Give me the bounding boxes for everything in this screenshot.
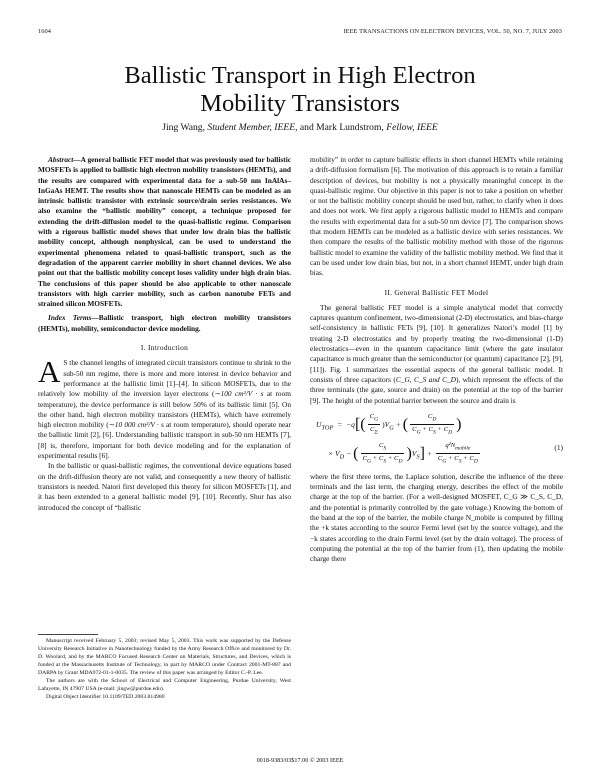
section-2-paragraph-1 <box>310 303 563 406</box>
mobility-value-2: ∼10 000 cm²/V · s <box>108 420 164 430</box>
s2-p1-part-b: ), which represent the effects of the three terminals (the gate, source and drain) on the potential at the top of the barrier [9]. The height of the potential barrier between the source and drain is <box>310 374 564 405</box>
section-2-paragraph-2: where the first three terms, the Laplace solution, describe the influence of the three terminals and the last term, the charging energy, describes the effect of the mobile charge at the top of the barrier. (For a well-designed MOSFET, C_G ≫ C_S, C_D, and the potential is primarily controlled by the gate voltage.) Knowing the bottom of the band at the top of the barrier, the mobile charge N_mobile is computed by filling the +k states according to the source Fermi level (set by the source voltage), and the −k states according to the drain Fermi level (set by the drain voltage). The process of computing the potential at the top of the barrier from (1), then updating the mobile charge there <box>310 471 563 564</box>
intro-p1-part-c: at room temperature), should operate near the ballistic limit [2], [6]. Understanding ballistic transport in sub-50 nm HEMTs [7], [8] is, therefore, important for both device modeling and for the explanation of experimental results [6]. <box>38 420 291 461</box>
index-terms <box>38 313 291 334</box>
equation-line-1: $U_{TOP} = -q$[( $\frac{C_G}{C_\Sigma}$ )$V_G$ + ( $\frac{C_D}{C_G + C_S + C_D}$ ) <box>316 412 462 436</box>
section-1-heading: I. Introduction <box>140 343 189 353</box>
capacitor-symbols: C_G, C_S and C_D <box>395 374 456 384</box>
intro-p1-part-a: S the channel lengths of integrated circuit transistors continue to shrink to the sub-50 nm regime, there is more and more interest in device behavior and performance at the ballistic limit [1]–[4]. In silicon MOSFETs, due to the relatively low mobility of the inversion layer electrons ( <box>38 358 291 399</box>
intro-paragraph-1 <box>38 354 291 461</box>
index-terms-text: Ballistic transport, high electron mobility transistors (HEMTs), mobility, semiconductor device modeling. <box>38 313 291 333</box>
intro-paragraph-2: In the ballistic or quasi-ballistic regimes, the conventional device equations based on the drift-diffusion theory are not valid, and consequently a new theory of ballistic transistors is needed. Natori first developed this theory for silicon MOSFETs [1], and it has been extended to a general ballistic model [9], [10]. Recently, Shur has also introduced the concept of “ballistic <box>38 461 291 512</box>
mobility-value-1: ∼100 cm²/V · s <box>214 389 264 399</box>
left-column <box>38 155 291 513</box>
s2-p1-part-a: The general ballistic FET model is a simple analytical model that correctly captures quantum confinement, two-dimensional (2-D) electrostatics, and bias-charge self-consistency in ballistic FETs [9], [10]. It generalizes Natori’s model [1] by treating 2-D electrostatics and by properly treating the two-dimensional (1-D) electrostatics—even in the quantum capacitance limit (where the gate insulator capacitance is much greater than the semiconductor (or quantum) capacitance [2], [9], [11]). Fig. 1 summarizes the essential aspects of the general ballistic model. It consists of three capacitors ( <box>310 302 563 384</box>
drop-cap: A <box>38 354 61 390</box>
equation-number: (1) <box>554 442 563 452</box>
title-line-2: Mobility Transistors <box>200 90 400 117</box>
index-terms-label: Index Terms— <box>48 313 99 323</box>
copyright-footer: 0018-9383/03$17.00 © 2003 IEEE <box>256 757 344 764</box>
footnote-manuscript: Manuscript received February 5, 2003; revised May 5, 2003. This work was supported by the Defense University Research Initiative in Nanotechnology funded by the Army Research Office and monitored by Dr. D. Woolard, and by the MARCO Focused Research Center on Materials, Structures, and Devices, which is funded at the Massachusetts Institute of Technology, in part by MARCO under Contract 2001-MT-887 and DARPA by Grant MDA972-01-1-0035. The review of this paper was arranged by Editor C.-P. Lee. <box>38 638 291 677</box>
author-1-role: Student Member, IEEE, <box>207 122 298 133</box>
equation-line-2: × $V_D$ − ( $\frac{C_S}{C_G + C_S + C_D}$ )$V_S$] + $\frac{q^2N_{mobile}}{C_G + C_S + C_D}$ <box>328 441 478 465</box>
author-2-role: Fellow, IEEE <box>386 122 438 133</box>
right-continuation: mobility” in order to capture ballistic effects in short channel HEMTs while retaining a drift-diffusion formalism [6]. The motivation of this approach is to retain a familiar description of devices, but mobility is not a physically meaningful concept in the quasi-ballistic regime. Our objective in this paper is not to take a position on whether or not the ballistic mobility concept should be used but, rather, to clarify when it does and does not work. We first apply a rigorous ballistic model to HEMTs and compare the results with experimental data for a sub-50 nm device [7]. The comparison shows that modern HEMTs can be modeled as a ballistic device with series resistances. We then compare the results of the ballistic mobility method with those of the rigorous ballistic model to examine the validity of the ballistic mobility method. We find that it can be used under low drain bias, but not, in a short channel HEMT, under high drain bias. <box>310 155 563 278</box>
page-number: 1604 <box>38 28 51 35</box>
section-2-heading: II. General Ballistic FET Model <box>384 287 489 297</box>
abstract-label: Abstract— <box>48 155 81 164</box>
right-column <box>310 155 563 565</box>
equation-1 <box>310 410 563 468</box>
abstract-text: A general ballistic FET model that was previously used for ballistic MOSFETs is applied to ballistic high electron mobility transistors (HEMTs), and the results are compared with experimental data for a sub-50 nm InAlAs–InGaAs HEMT. The results show that nanoscale HEMTs can be modeled as an intrinsic ballistic transistor with extrinsic source/drain series resistances. We also examine the “ballistic mobility” concept, a technique proposed for extending the drift-diffusion model to the quasi-ballistic regime. Comparison with a rigorous ballistic model shows that under low drain bias the ballistic mobility concept, although nonphysical, can be used to understand the experimental phenomena related to quasi-ballistic transport, such as the degradation of the apparent carrier mobility in short channel devices. We also point out that the ballistic mobility concept loses validity under high drain bias. The conclusions of this paper should be also applicable to other nanoscale transistors with high carrier mobility, such as carbon nanotube FETs and strained silicon MOSFETs. <box>38 155 291 309</box>
footnote-rule <box>38 634 98 635</box>
title-line-1: Ballistic Transport in High Electron <box>124 62 476 89</box>
intro-p1-part-b: at room temperature), the device performance is still below 50% of its ballistic limit [5]. On the other hand, high electron mobility transistors (HEMTs), which have extremely high electron mobility ( <box>38 389 291 430</box>
paper-title <box>40 62 560 118</box>
author-2: and Mark Lundstrom, <box>299 122 384 133</box>
author-line <box>40 122 560 133</box>
running-head: IEEE TRANSACTIONS ON ELECTRON DEVICES, VOL. 50, NO. 7, JULY 2003 <box>343 28 562 35</box>
author-1: Jing Wang, <box>162 122 206 133</box>
footnotes <box>38 637 291 701</box>
abstract <box>38 155 291 309</box>
footnote-doi: Digital Object Identifier 10.1109/TED.2003.814980 <box>46 694 165 701</box>
footnote-authors: The authors are with the School of Electrical and Computer Engineering, Purdue University, West Lafayette, IN 47907 USA (e-mail: jingw@purdue.edu). <box>38 678 291 693</box>
